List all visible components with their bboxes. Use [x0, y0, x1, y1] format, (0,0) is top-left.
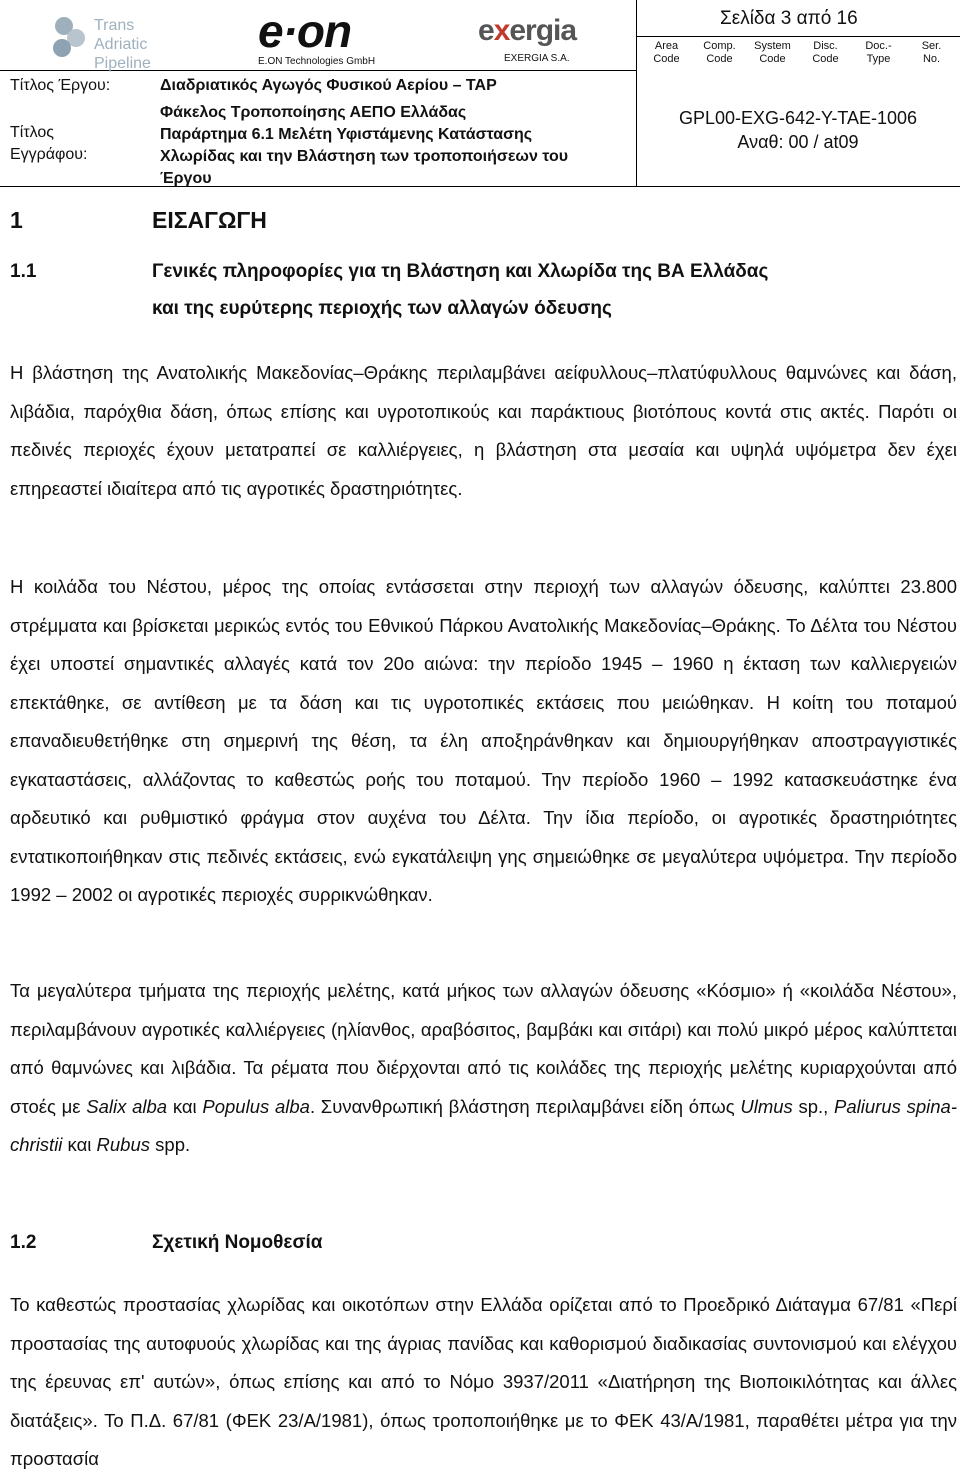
- section-1-2-title: Σχετική Νομοθεσία: [152, 1232, 323, 1253]
- paragraph-vegetation-overview: [10, 354, 957, 508]
- tap-logo-line2: Pipeline: [94, 55, 151, 72]
- header-divider: [636, 0, 637, 187]
- exergia-logo-subtitle: EXERGIA S.A.: [504, 53, 570, 64]
- section-1-2-number: 1.2: [10, 1232, 37, 1253]
- document-id-code: GPL00-EXG-642-Y-TAE-1006: [678, 108, 918, 128]
- species-populus: Populus alba: [202, 1095, 310, 1117]
- eon-logo: [254, 5, 389, 68]
- species-ulmus: Ulmus: [740, 1095, 793, 1117]
- exergia-logo-word: exergia: [478, 14, 577, 47]
- section-1-1-title-line-1: Γενικές πληροφορίες για τη Βλάστηση και Χλωρίδα της ΒΑ Ελλάδας: [152, 261, 769, 282]
- tap-pipeline-icon: [48, 14, 92, 60]
- section-1-1-number: 1.1: [10, 261, 37, 282]
- tap-logo-line1: Trans Adriatic: [94, 17, 148, 53]
- document-title-label-2: Εγγράφου:: [10, 146, 88, 163]
- project-title-value: Διαδριατικός Αγωγός Φυσικού Αερίου – TAP: [160, 77, 497, 94]
- code-comp: Comp. Code: [703, 40, 736, 65]
- document-title-line-3: Χλωρίδας και την Βλάστηση των τροποποιήσεων του: [160, 148, 569, 165]
- code-doc-type: Doc.- Type: [865, 40, 892, 65]
- eon-logo-word: e·on: [258, 5, 352, 57]
- code-system: System Code: [754, 40, 791, 65]
- species-salix: Salix alba: [86, 1095, 168, 1117]
- document-title-line-2: Παράρτημα 6.1 Μελέτη Υφιστάμενης Κατάστασης: [160, 126, 533, 143]
- document-header: [0, 0, 960, 187]
- codes-rule: [636, 36, 960, 37]
- eon-logo-subtitle: E.ON Technologies GmbH: [258, 56, 376, 67]
- section-1-1-title-line-2: και της ευρύτερης περιοχής των αλλαγών όδευσης: [152, 298, 612, 319]
- section-1-number: 1: [10, 207, 23, 233]
- code-ser-no: Ser. No.: [921, 40, 942, 65]
- paragraph-text: Τα μεγαλύτερα τμήματα της περιοχής μελέτης, κατά μήκος των αλλαγών όδευσης «Κόσμιο» ή «κοιλάδα Νέστου», περιλαμβάνουν αγροτικές καλλιέργειες (ηλίανθος, αραβόσιτος, βαμβάκι και σιτάρι) και πολύ μικρό μέρος καλύπτεται από θαμνώνες και λιβάδια. Τα ρέματα που διέρχονται από τις κοιλάδες της περιοχής μελέτης κυριαρχούνται από στοές με Salix alba και Populus alba. Συνανθρωπική βλάστηση περιλαμβάνει είδη όπως Ulmus sp., Paliurus spina-christii και Rubus spp.: [10, 980, 957, 1155]
- paragraph-text: Το καθεστώς προστασίας χλωρίδας και οικοτόπων στην Ελλάδα ορίζεται από το Προεδρικό Διάταγμα 67/81 «Περί προστασίας της αυτοφυούς χλωρίδας και της άγριας πανίδας και καθορισμού διαδικασίας συντονισμού και ελέγχου της έρευνας επ' αυτών», όπως επίσης και από το Νόμο 3937/2011 «Διατήρηση της Βιοποικιλότητας και άλλες διατάξεις». Το Π.Δ. 67/81 (ΦΕΚ 23/Α/1981), όπως τροποποιήθηκε με το ΦΕΚ 43/Α/1981, παραθέτει μέτρα για την προστασία: [10, 1294, 957, 1469]
- document-code-fields: [640, 40, 958, 66]
- document-title-line-4: Έργου: [160, 170, 212, 187]
- document-title-line-1: Φάκελος Τροποποίησης ΑΕΠΟ Ελλάδας: [160, 104, 467, 121]
- section-1-title: ΕΙΣΑΓΩΓΗ: [152, 207, 267, 233]
- section-1-heading: [10, 207, 267, 234]
- paragraph-text: Η βλάστηση της Ανατολικής Μακεδονίας–Θράκης περιλαμβάνει αείφυλλους–πλατύφυλλους θαμνώνες και δάση, λιβάδια, παρόχθια δάση, όπως επίσης και υγροτοπικούς και παράκτιους βιοτόπους κοντά στις ακτές. Παρότι οι πεδινές περιοχές έχουν μετατραπεί σε καλλιέργειες, η βλάστηση στα μεσαία και υψηλά υψόμετρα δεν έχει επηρεαστεί ιδιαίτερα από τις αγροτικές δραστηριότητες.: [10, 362, 957, 499]
- species-rubus: Rubus: [96, 1134, 151, 1155]
- document-id: [636, 106, 960, 154]
- tap-logo: [48, 14, 188, 72]
- code-area: Area Code: [653, 40, 680, 65]
- code-disc: Disc. Code: [812, 40, 839, 65]
- project-title-label: Τίτλος Έργου:: [10, 77, 111, 94]
- document-title-label-1: Τίτλος: [10, 124, 55, 141]
- document-revision: Αναθ: 00 / at09: [737, 132, 859, 152]
- paragraph-legislation: [10, 1286, 957, 1479]
- page-number: Σελίδα 3 από 16: [720, 8, 858, 29]
- paragraph-text: Η κοιλάδα του Νέστου, μέρος της οποίας εντάσσεται στην περιοχή των αλλαγών όδευσης, καλύπτει 23.800 στρέμματα και βρίσκεται μερικώς εντός του Εθνικού Πάρκου Ανατολικής Μακεδονίας–Θράκης. Το Δέλτα του Νέστου έχει υποστεί σημαντικές αλλαγές κατά τον 20ο αιώνα: την περίοδο 1945 – 1960 η έκταση των καλλιεργειών επεκτάθηκε, σε αντίθεση με τα δάση και τις υγροτοπικές εκτάσεις που μειώθηκαν. Η κοίτη του ποταμού επαναδιευθετήθηκε στη σημερινή της θέση, τα έλη αποξηράνθηκαν και δημιουργήθηκαν αποστραγγιστικές εγκαταστάσεις, αλλάζοντας το καθεστώς ροής του ποταμού. Την περίοδο 1960 – 1992 κατασκευάστηκε ένα αρδευτικό και ρυθμιστικό φράγμα στον αυχένα του Δέλτα. Την ίδια περίοδο, οι αγροτικές δραστηριότητες εντατικοποιήθηκαν στις πεδινές εκτάσεις, ενώ εγκατάλειψη γης σημειώθηκε σε μεγαλύτερα υψόμετρα. Την περίοδο 1992 – 2002 οι αγροτικές περιοχές συρρικνώθηκαν.: [10, 576, 957, 905]
- header-bottom-rule: [0, 186, 960, 187]
- paragraph-nestos-valley: [10, 568, 957, 915]
- exergia-logo: [478, 14, 588, 66]
- paragraph-study-area: [10, 972, 957, 1165]
- species-paliurus: Paliurus spina-christii: [10, 1095, 957, 1155]
